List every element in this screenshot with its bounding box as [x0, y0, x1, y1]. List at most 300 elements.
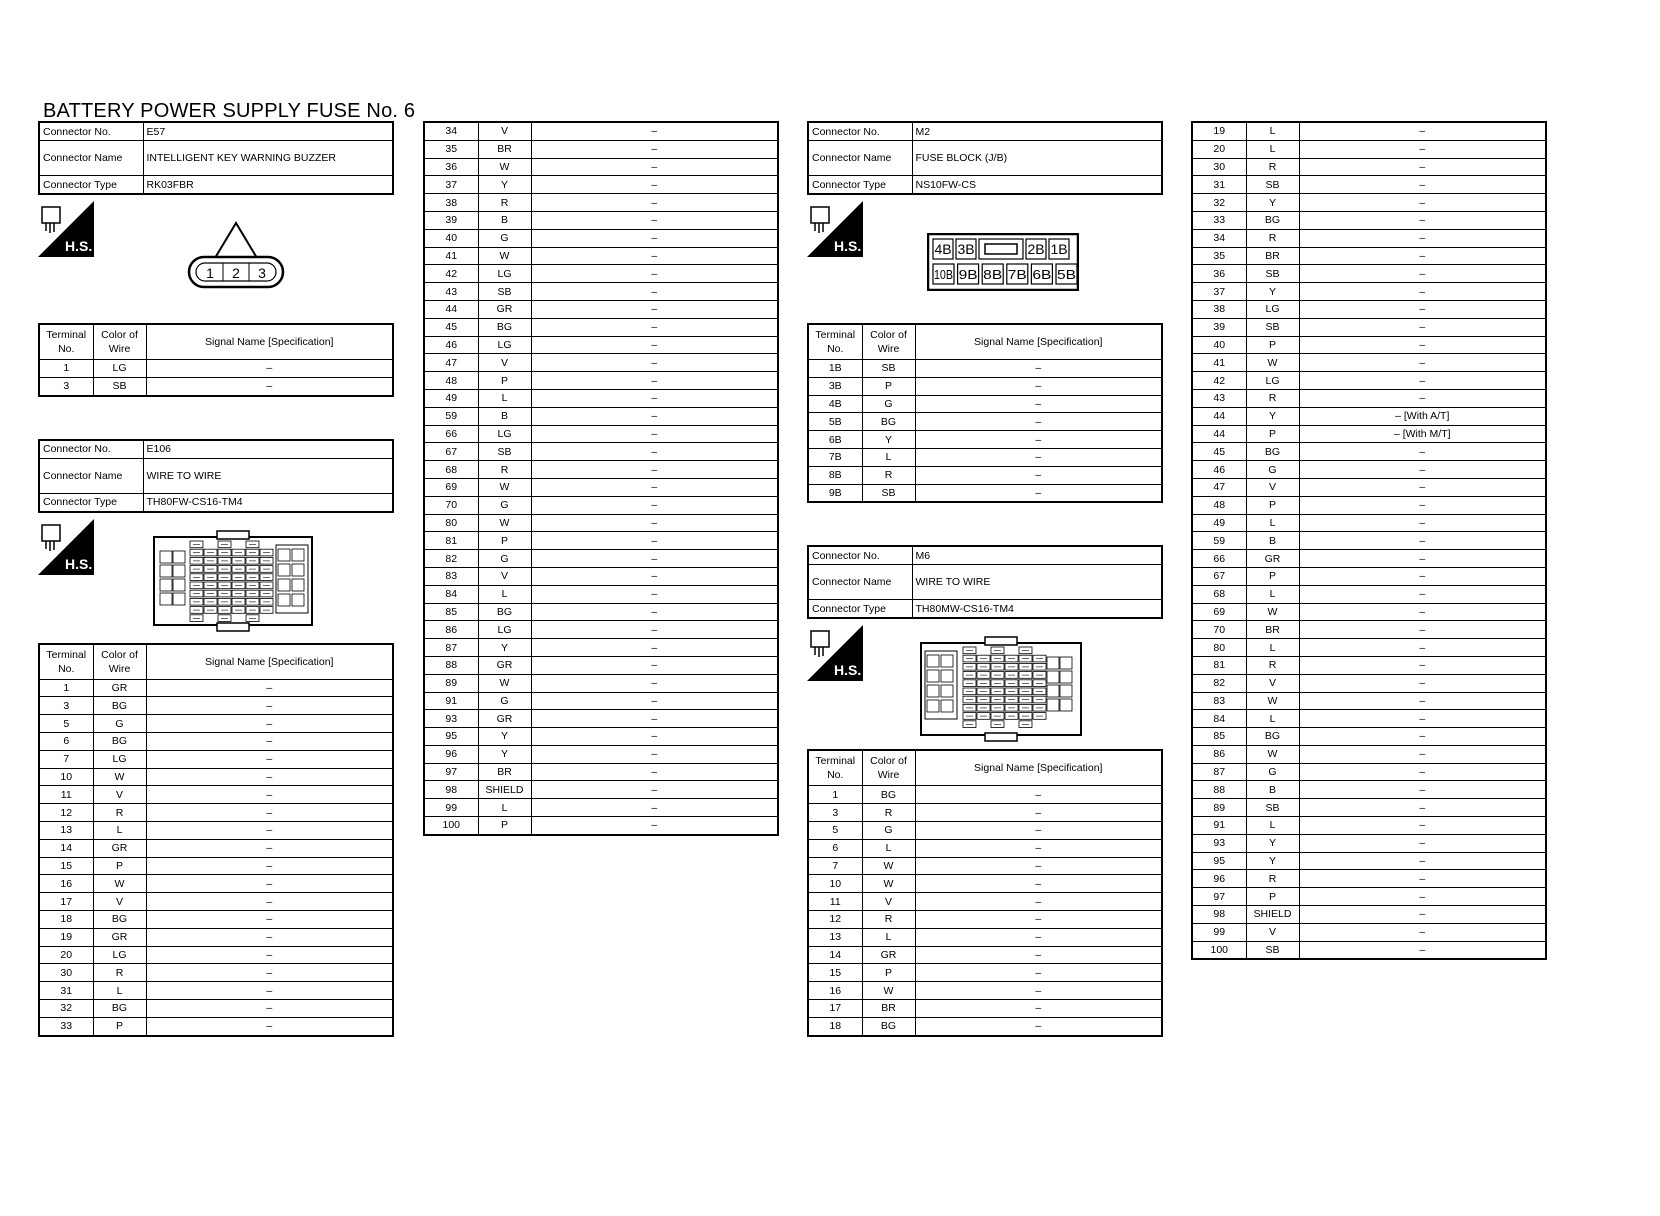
e57-pin-table — [38, 323, 394, 397]
connector-no-label: Connector No. — [808, 122, 912, 141]
terminal-no-cell: 6B — [808, 431, 862, 449]
signal-name-cell: – — [531, 122, 778, 140]
signal-name-cell: – — [1299, 585, 1546, 603]
signal-name-cell: – — [146, 999, 393, 1017]
terminal-no-cell: 68 — [424, 461, 478, 479]
pin-row — [808, 804, 1162, 822]
wire-color-cell: L — [478, 585, 531, 603]
pin-row — [1192, 674, 1546, 692]
signal-name-cell: – — [1299, 122, 1546, 140]
pin-row — [424, 425, 778, 443]
wire-color-cell: V — [1246, 478, 1299, 496]
signal-name-cell: – — [531, 621, 778, 639]
wire-color-cell: W — [862, 982, 915, 1000]
terminal-no-cell: 66 — [1192, 550, 1246, 568]
signal-name-cell: – — [915, 910, 1162, 928]
wire-color-cell: W — [1246, 745, 1299, 763]
signal-name-cell: – — [1299, 692, 1546, 710]
terminal-no-cell: 33 — [39, 1017, 93, 1035]
e106-diagram-area — [38, 513, 394, 643]
wire-color-cell: Y — [478, 728, 531, 746]
terminal-no-cell: 15 — [808, 964, 862, 982]
m2-face-pin: 3B — [957, 241, 975, 257]
terminal-no-cell: 39 — [424, 211, 478, 229]
wire-color-cell: GR — [1246, 550, 1299, 568]
terminal-no-cell: 100 — [1192, 941, 1246, 959]
signal-name-cell: – — [531, 300, 778, 318]
pin-row — [424, 229, 778, 247]
pin-row — [1192, 888, 1546, 906]
pin-row — [424, 621, 778, 639]
signal-name-cell: – — [531, 425, 778, 443]
pin-row — [1192, 461, 1546, 479]
terminal-no-cell: 14 — [39, 839, 93, 857]
pin-row — [1192, 906, 1546, 924]
terminal-no-cell: 67 — [1192, 567, 1246, 585]
terminal-no-cell: 84 — [424, 585, 478, 603]
wire-color-cell: P — [478, 372, 531, 390]
signal-name-cell: – — [915, 821, 1162, 839]
color-header: Color of Wire — [93, 324, 146, 360]
signal-name-cell: – — [1299, 461, 1546, 479]
signal-name-cell: – — [1299, 478, 1546, 496]
pin-row — [424, 817, 778, 835]
pin-row — [39, 857, 393, 875]
pin-row — [424, 763, 778, 781]
wire-color-cell: Y — [1246, 834, 1299, 852]
signal-name-cell: – — [531, 514, 778, 532]
terminal-no-cell: 82 — [1192, 674, 1246, 692]
signal-name-cell: – — [531, 656, 778, 674]
signal-name-cell: – — [146, 768, 393, 786]
wire-color-cell: W — [862, 857, 915, 875]
terminal-no-cell: 3B — [808, 377, 862, 395]
pin-row — [424, 656, 778, 674]
e106-connector-no: E106 — [143, 440, 393, 459]
pin-row — [1192, 158, 1546, 176]
terminal-no-cell: 82 — [424, 550, 478, 568]
terminal-no-cell: 87 — [424, 639, 478, 657]
wire-color-cell: BG — [478, 318, 531, 336]
m2-pin-table — [807, 323, 1163, 503]
signal-name-cell: – — [146, 804, 393, 822]
pin-row — [424, 300, 778, 318]
signal-name-cell: – — [531, 140, 778, 158]
signal-name-cell: – [With M/T] — [1299, 425, 1546, 443]
e57-pin-3: 3 — [258, 265, 266, 281]
wire-color-cell: LG — [93, 750, 146, 768]
pin-row — [424, 710, 778, 728]
terminal-no-header: Terminal No. — [39, 324, 93, 360]
terminal-no-cell: 80 — [1192, 639, 1246, 657]
wire-color-cell: BG — [862, 1017, 915, 1035]
wire-color-cell: V — [478, 122, 531, 140]
signal-name-cell: – — [915, 875, 1162, 893]
pin-row — [39, 946, 393, 964]
signal-name-cell: – — [531, 389, 778, 407]
terminal-no-cell: 59 — [424, 407, 478, 425]
terminal-no-cell: 42 — [424, 265, 478, 283]
wire-color-cell: P — [93, 1017, 146, 1035]
wire-color-cell: LG — [478, 265, 531, 283]
signal-name-cell: – — [1299, 283, 1546, 301]
wire-color-cell: LG — [1246, 300, 1299, 318]
wire-color-cell: P — [1246, 336, 1299, 354]
wire-color-cell: V — [93, 786, 146, 804]
connector-name-label: Connector Name — [808, 565, 912, 600]
terminal-no-cell: 67 — [424, 443, 478, 461]
pin-row — [39, 377, 393, 395]
wire-color-cell: G — [862, 395, 915, 413]
signal-name-cell: – — [1299, 852, 1546, 870]
terminal-no-cell: 91 — [424, 692, 478, 710]
pin-row — [39, 786, 393, 804]
terminal-no-cell: 45 — [1192, 443, 1246, 461]
terminal-no-cell: 49 — [424, 389, 478, 407]
signal-name-cell: – — [531, 639, 778, 657]
terminal-no-cell: 15 — [39, 857, 93, 875]
terminal-no-cell: 88 — [1192, 781, 1246, 799]
signal-name-cell: – — [1299, 336, 1546, 354]
pin-row — [424, 692, 778, 710]
terminal-no-cell: 9B — [808, 484, 862, 502]
signal-name-cell: – — [1299, 763, 1546, 781]
e106-connector-name: WIRE TO WIRE — [143, 458, 393, 493]
m6-diagram-area — [807, 619, 1163, 749]
signal-name-cell: – — [531, 407, 778, 425]
wire-color-cell: L — [862, 928, 915, 946]
terminal-no-cell: 81 — [424, 532, 478, 550]
terminal-no-cell: 3 — [808, 804, 862, 822]
signal-name-cell: – — [1299, 941, 1546, 959]
signal-name-cell: – — [146, 839, 393, 857]
pin-row — [808, 360, 1162, 378]
wire-color-cell: L — [862, 839, 915, 857]
terminal-no-cell: 86 — [424, 621, 478, 639]
pin-row — [39, 928, 393, 946]
wire-color-cell: Y — [478, 745, 531, 763]
pin-row — [1192, 621, 1546, 639]
signal-name-cell: – — [915, 946, 1162, 964]
wire-color-cell: G — [478, 229, 531, 247]
terminal-no-cell: 35 — [424, 140, 478, 158]
signal-name-cell: – — [915, 893, 1162, 911]
signal-name-cell: – — [1299, 300, 1546, 318]
signal-name-cell: – — [146, 732, 393, 750]
terminal-no-cell: 31 — [39, 982, 93, 1000]
terminal-no-cell: 85 — [424, 603, 478, 621]
signal-name-cell: – — [915, 839, 1162, 857]
signal-name-cell: – — [1299, 247, 1546, 265]
wire-color-cell: L — [1246, 585, 1299, 603]
m2-face-pin: 10B — [934, 267, 953, 282]
wire-color-cell: GR — [478, 710, 531, 728]
pin-row — [424, 122, 778, 140]
pin-row — [424, 639, 778, 657]
signal-name-cell: – — [915, 413, 1162, 431]
signal-name-cell: – — [531, 283, 778, 301]
wire-color-cell: V — [93, 893, 146, 911]
pin-row — [1192, 372, 1546, 390]
pin-row — [424, 532, 778, 550]
pin-row — [424, 550, 778, 568]
signal-name-cell: – — [531, 247, 778, 265]
wire-color-cell: R — [1246, 158, 1299, 176]
terminal-no-cell: 14 — [808, 946, 862, 964]
wire-color-cell: V — [1246, 674, 1299, 692]
signal-name-cell: – — [1299, 923, 1546, 941]
wire-color-cell: R — [1246, 656, 1299, 674]
hs-label: H.S. — [834, 238, 862, 254]
pin-row — [1192, 532, 1546, 550]
terminal-no-cell: 89 — [1192, 799, 1246, 817]
signal-name-cell: – — [1299, 140, 1546, 158]
signal-name-cell: – — [1299, 176, 1546, 194]
pin-row — [1192, 247, 1546, 265]
wire-color-cell: L — [93, 821, 146, 839]
pin-row — [1192, 745, 1546, 763]
terminal-no-cell: 93 — [424, 710, 478, 728]
signal-name-cell: – — [1299, 372, 1546, 390]
hs-label: H.S. — [834, 662, 862, 679]
terminal-no-cell: 10 — [808, 875, 862, 893]
signal-name-cell: – — [146, 1017, 393, 1035]
wire-color-cell: W — [478, 514, 531, 532]
pin-row — [1192, 283, 1546, 301]
terminal-no-cell: 37 — [424, 176, 478, 194]
pin-row — [808, 395, 1162, 413]
pin-row — [424, 728, 778, 746]
signal-name-cell: – — [531, 585, 778, 603]
wire-color-cell: Y — [1246, 283, 1299, 301]
terminal-no-cell: 93 — [1192, 834, 1246, 852]
wire-color-cell: G — [1246, 763, 1299, 781]
terminal-no-cell: 5 — [808, 821, 862, 839]
terminal-no-cell: 36 — [1192, 265, 1246, 283]
pin-row — [1192, 354, 1546, 372]
m2-connector-type: NS10FW-CS — [912, 176, 1162, 195]
signal-name-cell: – — [531, 211, 778, 229]
terminal-no-cell: 7B — [808, 448, 862, 466]
signal-name-cell: – — [146, 697, 393, 715]
signal-name-cell: – — [915, 982, 1162, 1000]
terminal-no-cell: 7 — [39, 750, 93, 768]
color-header: Color of Wire — [93, 644, 146, 680]
signal-name-cell: – — [915, 964, 1162, 982]
e57-pin-2: 2 — [232, 265, 240, 281]
signal-name-cell: – — [1299, 674, 1546, 692]
terminal-no-cell: 34 — [1192, 229, 1246, 247]
terminal-no-cell: 80 — [424, 514, 478, 532]
terminal-no-cell: 31 — [1192, 176, 1246, 194]
wire-color-cell: W — [1246, 354, 1299, 372]
e57-pin-1: 1 — [206, 265, 214, 281]
pin-row — [39, 768, 393, 786]
terminal-no-cell: 11 — [39, 786, 93, 804]
wire-color-cell: P — [93, 857, 146, 875]
pin-row — [39, 715, 393, 733]
wire-color-cell: L — [862, 448, 915, 466]
signal-name-cell: – — [1299, 318, 1546, 336]
m6-connector-no: M6 — [912, 546, 1162, 565]
terminal-no-cell: 49 — [1192, 514, 1246, 532]
signal-name-cell: – — [531, 318, 778, 336]
terminal-no-cell: 4B — [808, 395, 862, 413]
wire-color-cell: Y — [478, 176, 531, 194]
pin-row — [1192, 656, 1546, 674]
wire-color-cell: W — [478, 247, 531, 265]
wire-color-cell: W — [478, 158, 531, 176]
signal-name-cell: – — [1299, 603, 1546, 621]
e57-connector-face — [186, 217, 286, 291]
terminal-no-cell: 30 — [1192, 158, 1246, 176]
terminal-no-cell: 85 — [1192, 728, 1246, 746]
color-header: Color of Wire — [862, 750, 915, 786]
pin-row — [808, 964, 1162, 982]
column-4 — [1191, 121, 1547, 960]
pin-row — [808, 857, 1162, 875]
wire-color-cell: R — [862, 466, 915, 484]
signal-name-cell: – — [1299, 799, 1546, 817]
signal-name-cell: – — [1299, 389, 1546, 407]
wire-color-cell: SB — [1246, 799, 1299, 817]
terminal-no-cell: 3 — [39, 697, 93, 715]
pin-row — [39, 821, 393, 839]
m2-connector-name: FUSE BLOCK (J/B) — [912, 141, 1162, 176]
signal-name-cell: – — [1299, 656, 1546, 674]
pin-row — [39, 839, 393, 857]
wire-color-cell: LG — [478, 621, 531, 639]
connector-no-label: Connector No. — [808, 546, 912, 565]
page-title: BATTERY POWER SUPPLY FUSE No. 6 — [43, 100, 416, 122]
wire-color-cell: BR — [478, 763, 531, 781]
wire-color-cell: BG — [1246, 443, 1299, 461]
terminal-no-cell: 43 — [1192, 389, 1246, 407]
e57-connector-name: INTELLIGENT KEY WARNING BUZZER — [143, 141, 393, 176]
signal-name-cell: – — [531, 176, 778, 194]
terminal-no-cell: 1 — [39, 679, 93, 697]
signal-name-cell: – — [531, 817, 778, 835]
pin-row — [424, 745, 778, 763]
wire-color-cell: BG — [862, 413, 915, 431]
signal-name-cell: – — [531, 532, 778, 550]
pin-row — [1192, 799, 1546, 817]
m6-connector-face — [919, 635, 1083, 743]
wire-color-cell: B — [478, 407, 531, 425]
terminal-no-cell: 34 — [424, 122, 478, 140]
wire-color-cell: SB — [1246, 318, 1299, 336]
wire-color-cell: G — [478, 692, 531, 710]
pin-row — [39, 679, 393, 697]
signal-header: Signal Name [Specification] — [146, 324, 393, 360]
pin-row — [808, 875, 1162, 893]
signal-name-cell: – — [1299, 158, 1546, 176]
m2-face-pin: 4B — [934, 241, 952, 257]
terminal-no-cell: 88 — [424, 656, 478, 674]
wire-color-cell: SB — [93, 377, 146, 395]
wire-color-cell: Y — [1246, 852, 1299, 870]
pin-row — [1192, 870, 1546, 888]
wire-color-cell: P — [862, 964, 915, 982]
pin-row — [808, 1017, 1162, 1035]
signal-header: Signal Name [Specification] — [915, 324, 1162, 360]
signal-name-cell: – — [915, 804, 1162, 822]
terminal-no-cell: 20 — [39, 946, 93, 964]
signal-header: Signal Name [Specification] — [146, 644, 393, 680]
signal-name-cell: – — [146, 893, 393, 911]
pin-row — [808, 466, 1162, 484]
signal-name-cell: – — [1299, 567, 1546, 585]
pin-row — [424, 585, 778, 603]
wire-color-cell: P — [1246, 888, 1299, 906]
wire-color-cell: B — [1246, 781, 1299, 799]
signal-name-cell: – — [531, 674, 778, 692]
wire-color-cell: G — [862, 821, 915, 839]
signal-name-cell: – — [531, 336, 778, 354]
pin-row — [424, 265, 778, 283]
wire-color-cell: SB — [862, 484, 915, 502]
signal-name-cell: – — [915, 431, 1162, 449]
pin-row — [424, 354, 778, 372]
pin-row — [1192, 514, 1546, 532]
signal-name-cell: – — [146, 377, 393, 395]
terminal-no-cell: 46 — [1192, 461, 1246, 479]
signal-name-cell: – — [1299, 211, 1546, 229]
e57-info-table — [38, 121, 394, 195]
wire-color-cell: G — [93, 715, 146, 733]
wire-color-cell: GR — [478, 300, 531, 318]
signal-name-cell: – — [146, 679, 393, 697]
wire-color-cell: BG — [93, 732, 146, 750]
signal-name-cell: – — [1299, 532, 1546, 550]
pin-row — [808, 893, 1162, 911]
wire-color-cell: LG — [93, 360, 146, 378]
color-header: Color of Wire — [862, 324, 915, 360]
signal-name-cell: – — [915, 377, 1162, 395]
pin-row — [424, 407, 778, 425]
signal-name-cell: – — [146, 786, 393, 804]
terminal-no-cell: 70 — [424, 496, 478, 514]
pin-row — [1192, 336, 1546, 354]
terminal-no-cell: 96 — [1192, 870, 1246, 888]
pin-row — [424, 194, 778, 212]
pin-row — [39, 360, 393, 378]
wire-color-cell: P — [1246, 567, 1299, 585]
m2-face-pin: 8B — [983, 267, 1003, 282]
terminal-no-cell: 16 — [39, 875, 93, 893]
signal-name-cell: – — [915, 395, 1162, 413]
pin-row — [39, 910, 393, 928]
signal-name-cell: – — [915, 360, 1162, 378]
terminal-no-cell: 68 — [1192, 585, 1246, 603]
pin-row — [424, 603, 778, 621]
pin-row — [424, 496, 778, 514]
wire-color-cell: R — [478, 194, 531, 212]
terminal-no-cell: 30 — [39, 964, 93, 982]
m6-connector-name: WIRE TO WIRE — [912, 565, 1162, 600]
e57-connector-type: RK03FBR — [143, 176, 393, 195]
wire-color-cell: V — [1246, 923, 1299, 941]
m2-connector-no: M2 — [912, 122, 1162, 141]
signal-name-cell: – — [531, 728, 778, 746]
pin-row — [1192, 229, 1546, 247]
pin-row — [424, 567, 778, 585]
harness-side-icon — [807, 625, 863, 681]
signal-name-cell: – — [531, 692, 778, 710]
wire-color-cell: G — [478, 550, 531, 568]
pin-row — [39, 1017, 393, 1035]
signal-name-cell: – — [531, 567, 778, 585]
